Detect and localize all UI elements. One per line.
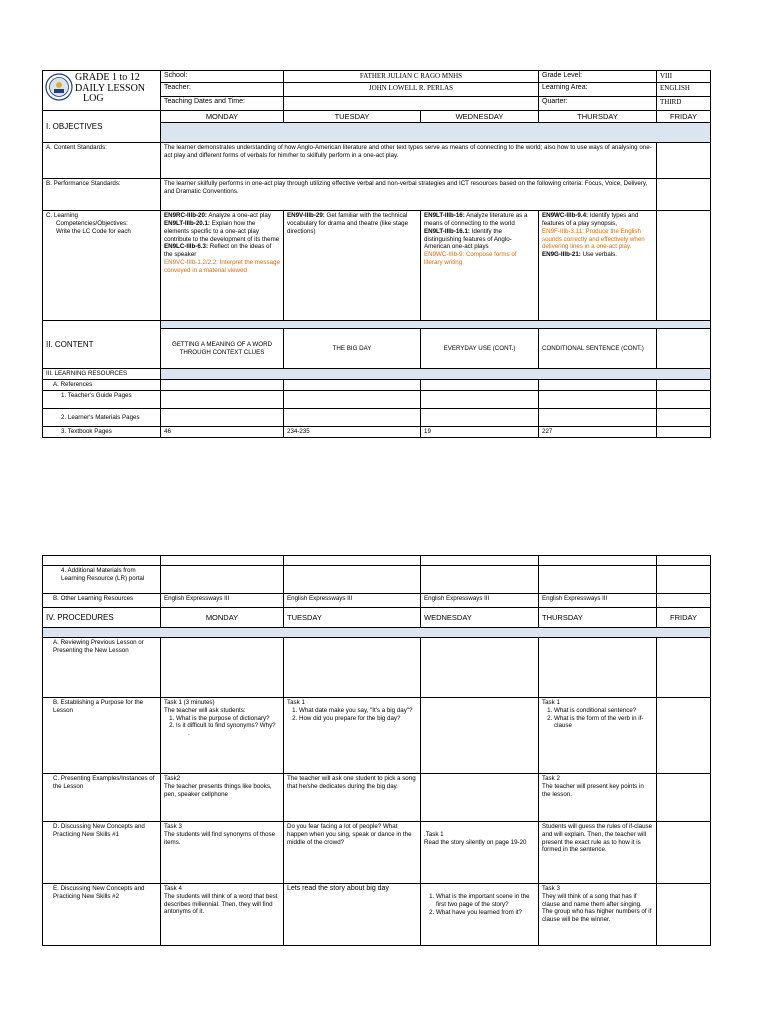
resources-shaded-band: [161, 369, 711, 380]
content-standards-text: The learner demonstrates understanding of how Anglo-American literature and other text types serve as means of connecting to the world; also how to use ways of analysing one-act play and different forms of verbals for him/her to skilfully perform in a one-act play.: [161, 143, 657, 179]
proc-day-wednesday: WEDNESDAY: [421, 608, 539, 628]
teacher-value: JOHN LOWELL R. PERLAS: [284, 83, 539, 97]
other-resources-tuesday: English Expressways III: [284, 594, 421, 608]
area-value: ENGLISH: [657, 83, 711, 97]
proc-d-label: D. Discussing New Concepts and Practicing New Skills #1: [43, 822, 161, 884]
quarter-value: THIRD: [657, 97, 711, 111]
objectives-shaded-band: [161, 123, 711, 143]
proc-a-label: A. Reviewing Previous Lesson or Presenting the New Lesson: [43, 638, 161, 698]
content-shaded-band: [161, 321, 711, 329]
grade-label: Grade Level:: [539, 71, 657, 83]
performance-standards-label: B. Performance Standards:: [43, 179, 161, 211]
proc-b-label: B. Establishing a Purpose for the Lesson: [43, 698, 161, 774]
deped-seal-icon: [45, 73, 73, 101]
proc-d-wednesday: .Task 1 Read the story silently on page 19-20: [421, 822, 539, 884]
proc-c-thursday: Task 2 The teacher will present key points in the lesson.: [539, 774, 657, 822]
content-tuesday: THE BIG DAY: [284, 329, 421, 369]
competencies-tuesday: EN9V-IIIb-29: Get familiar with the technical vocabulary for drama and theatre (like stage directions): [284, 211, 421, 321]
quarter-label: Quarter:: [539, 97, 657, 111]
content-heading: II. CONTENT: [43, 321, 161, 369]
proc-e-monday: Task 4 The students will think of a word that best describes millennial. Then, they will find antonyms of it.: [161, 884, 284, 946]
competencies-monday: EN9RC-IIIb-20: Analyze a one-act play EN9LT-IIIb-20.1: Explain how the elements specific to a one-act play contribute to the development of its theme EN9LC-IIIb-6.3: Reflect on the ideas of the speaker EN9VC-IIIb-1.2/2.2: Interpret the message conveyed in a material viewed: [161, 211, 284, 321]
proc-c-label: C. Presenting Examples/Instances of the Lesson: [43, 774, 161, 822]
competencies-label: C. Learning Competencies/Objectives: Write the LC Code for each: [43, 211, 161, 321]
proc-day-monday: MONDAY: [161, 608, 284, 628]
textbook-pages-monday: 46: [161, 426, 284, 437]
school-value: FATHER JULIAN C RAGO MNHS: [284, 71, 539, 83]
procedures-shaded-band: [43, 628, 711, 638]
proc-e-thursday: Task 3 They will think of a song that has if clause and name them after singing. The group who has higher numbers of if clause will be the winner.: [539, 884, 657, 946]
dates-value: [284, 97, 539, 111]
competencies-thursday: EN9WC-IIIb-9.4: Identify types and features of a play synopsis, EN9F-IIIb-3.11: Produce the English sounds correctly and effectively when delivering lines in a one-act play. EN9G-IIIb-21: Use verbals.: [539, 211, 657, 321]
proc-c-tuesday: The teacher will ask one student to pick a song that he/she dedicates during the big day.: [284, 774, 421, 822]
proc-e-label: E. Discussing New Concepts and Practicing New Skills #2: [43, 884, 161, 946]
proc-c-monday: Task2 The teacher presents things like books, pen, speaker cellphone: [161, 774, 284, 822]
objectives-heading: I. OBJECTIVES: [43, 111, 161, 143]
content-monday: GETTING A MEANING OF A WORD THROUGH CONTEXT CLUES: [161, 329, 284, 369]
textbook-pages-thursday: 227: [539, 426, 657, 437]
competencies-wednesday: EN9LT-IIIb-16: Analyze literature as a means of connecting to the world EN9LT-IIIb-16.1: Identify the distinguishing features of Anglo-American one-act plays EN9WC-IIIb-9: Compose forms of literary writing: [421, 211, 539, 321]
references-label: A. References: [43, 380, 161, 391]
day-thursday: THURSDAY: [539, 111, 657, 123]
procedures-heading: IV. PROCEDURES: [43, 608, 161, 628]
lesson-log-table-page1: [42, 70, 711, 438]
school-label: School:: [161, 71, 284, 83]
grade-value: VIII: [657, 71, 711, 83]
teachers-guide-label: 1. Teacher's Guide Pages: [43, 390, 161, 408]
proc-day-thursday: THURSDAY: [539, 608, 657, 628]
proc-d-thursday: Students will guess the rules of if-clause and will explain. Then, the teacher will present the exact rule as to how it is formed in the sentence.: [539, 822, 657, 884]
performance-standards-text: The learner skilfully performs in one-act play through utilizing effective verbal and non-verbal strategies and ICT resources based on the following criteria: Focus, Voice, Delivery, and Dramatic Conventions.: [161, 179, 657, 211]
other-resources-monday: English Expressways III: [161, 594, 284, 608]
proc-b-tuesday: Task 1 1. What date make you say, "It's a big day"? 2. How did you prepare for the big day?: [284, 698, 421, 774]
additional-materials-label: 4. Additional Materials from Learning Resource (LR) portal: [43, 566, 161, 594]
other-resources-thursday: English Expressways III: [539, 594, 657, 608]
resources-heading: III. LEARNING RESOURCES: [43, 369, 161, 380]
content-wednesday: EVERYDAY USE (CONT.): [421, 329, 539, 369]
other-resources-wednesday: English Expressways III: [421, 594, 539, 608]
proc-d-monday: Task 3 The students will find synonyms of those items.: [161, 822, 284, 884]
textbook-pages-tuesday: 234-235: [284, 426, 421, 437]
title-line-1: GRADE 1 to 12: [75, 72, 140, 83]
area-label: Learning Area:: [539, 83, 657, 97]
proc-b-thursday: Task 1 1. What is conditional sentence? 2. What is the form of the verb in if- clause: [539, 698, 657, 774]
day-monday: MONDAY: [161, 111, 284, 123]
proc-day-tuesday: TUESDAY: [284, 608, 421, 628]
content-thursday: CONDITIONAL SENTENCE (CONT.): [539, 329, 657, 369]
title-line-2: DAILY LESSON: [75, 82, 146, 94]
proc-d-tuesday: Do you fear facing a lot of people? What happen when you sing, speak or dance in the middle of the crowd?: [284, 822, 421, 884]
proc-b-monday: Task 1 (3 minutes) The teacher will ask students: 1. What is the purpose of dictionary? 2. Is it difficult to find synonyms? Why? .: [161, 698, 284, 774]
proc-day-friday: FRIDAY: [657, 608, 711, 628]
teacher-label: Teacher:: [161, 83, 284, 97]
day-wednesday: WEDNESDAY: [421, 111, 539, 123]
day-tuesday: TUESDAY: [284, 111, 421, 123]
other-resources-label: B. Other Learning Resources: [43, 594, 161, 608]
content-standards-label: A. Content Standards:: [43, 143, 161, 179]
title-line-3: LOG: [83, 93, 104, 104]
learners-materials-label: 2. Learner's Materials Pages: [43, 408, 161, 426]
header-logo-cell: [43, 71, 161, 111]
textbook-pages-wednesday: 19: [421, 426, 539, 437]
proc-e-tuesday: Lets read the story about big day: [284, 884, 421, 946]
dates-label: Teaching Dates and Time:: [161, 97, 284, 111]
proc-e-wednesday: 1. What is the important scene in the first two page of the story? 2. What have you learned from it?: [421, 884, 539, 946]
textbook-label: 3. Textbook Pages: [43, 426, 161, 437]
day-friday: FRIDAY: [657, 111, 711, 123]
lesson-log-table-page2: [42, 555, 711, 946]
